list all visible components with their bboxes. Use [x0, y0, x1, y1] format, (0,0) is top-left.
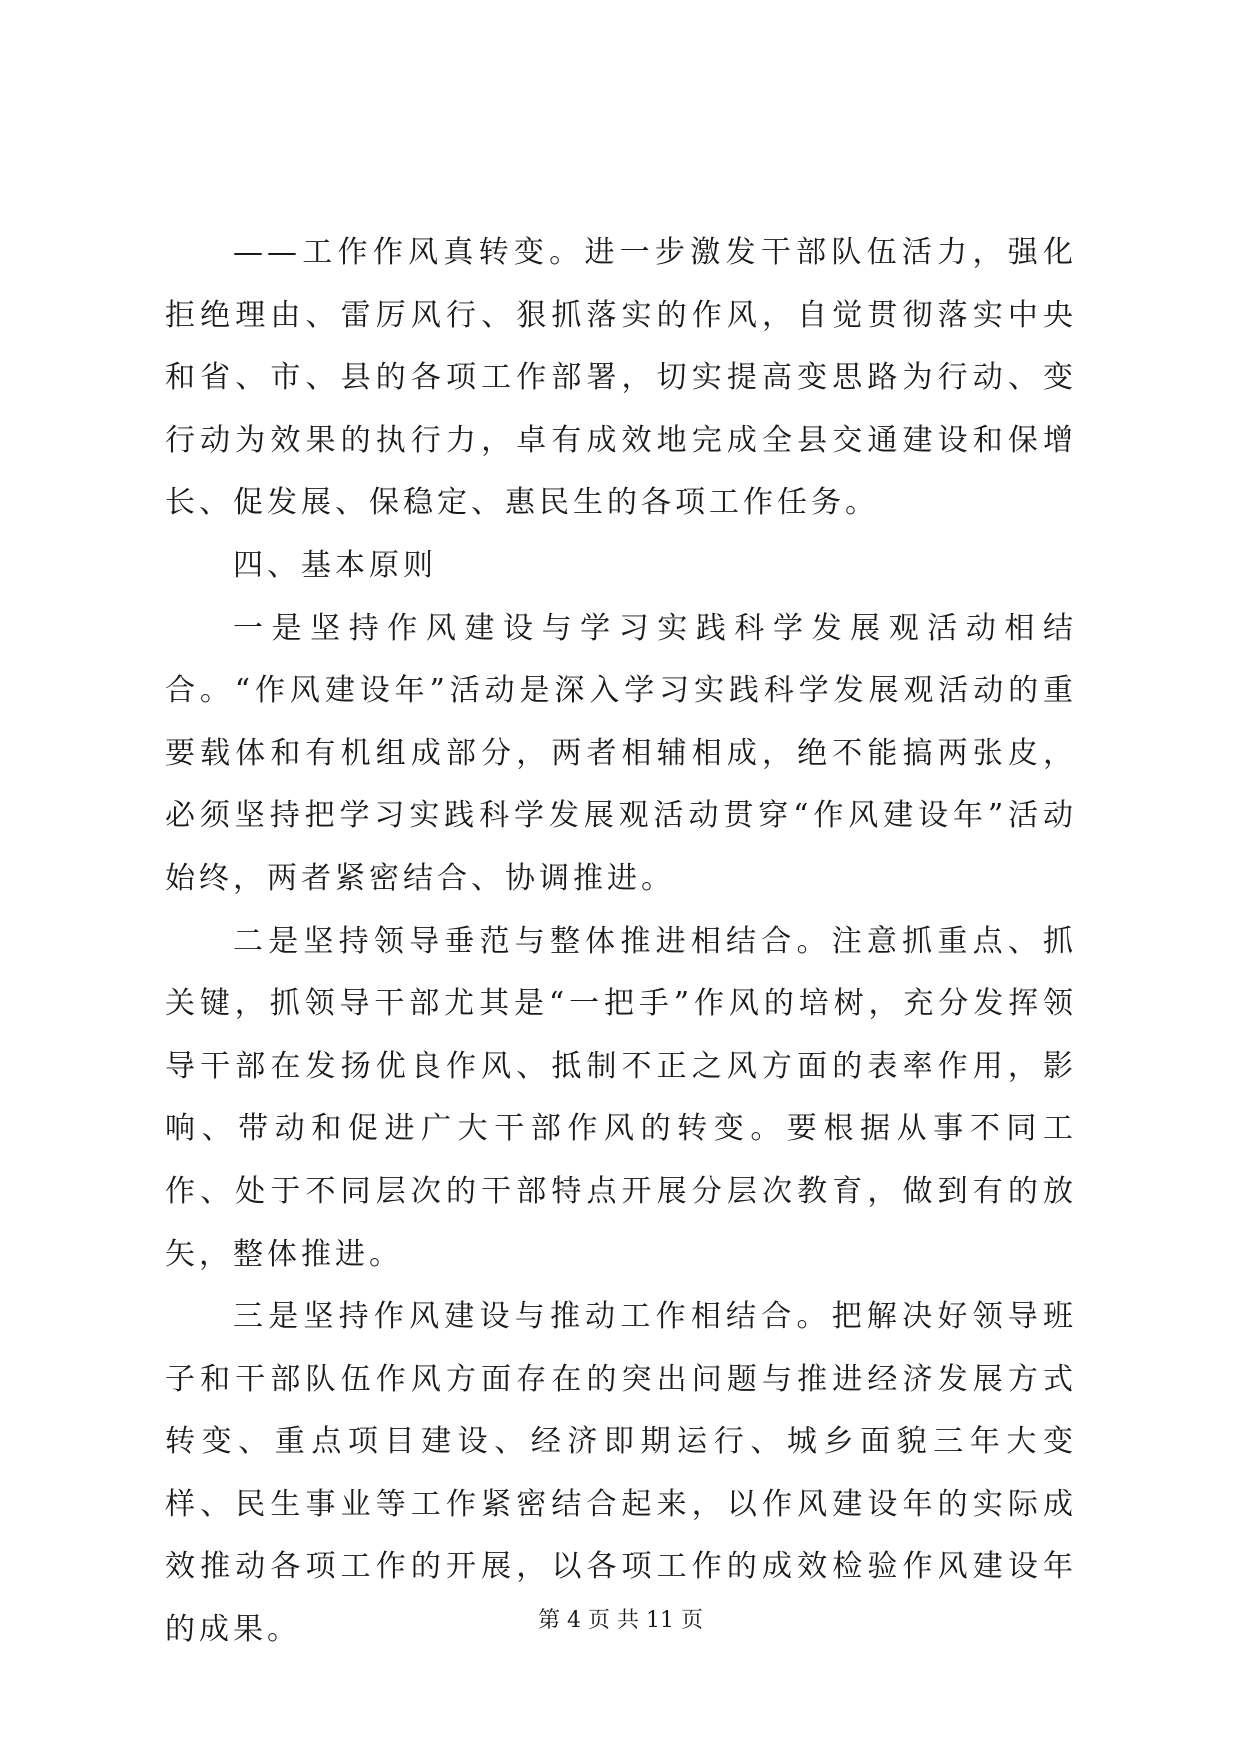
- paragraph-principle-two: 二是坚持领导垂范与整体推进相结合。注意抓重点、抓关键，抓领导干部尤其是“一把手”作风的培树，充分发挥领导干部在发扬优良作风、抵制不正之风方面的表率作用，影响、带动和促进广大干部作风的转变。要根据从事不同工作、处于不同层次的干部特点开展分层次教育，做到有的放矢，整体推进。: [165, 923, 1077, 1272]
- section-heading-basic-principles: 四、基本原则: [233, 547, 437, 583]
- page-number-footer: 第 4 页 共 11 页: [538, 1608, 703, 1633]
- document-body: [165, 222, 1077, 1662]
- paragraph-work-style: ——工作作风真转变。进一步激发干部队伍活力，强化拒绝理由、雷厉风行、狠抓落实的作风，自觉贯彻落实中央和省、市、县的各项工作部署，切实提高变思路为行动、变行动为效果的执行力，卓有成效地完成全县交通建设和保增长、促发展、保稳定、惠民生的各项工作任务。: [165, 235, 1077, 521]
- paragraph-principle-one: 一是坚持作风建设与学习实践科学发展观活动相结合。“作风建设年”活动是深入学习实践科学发展观活动的重要载体和有机组成部分，两者相辅相成，绝不能搞两张皮，必须坚持把学习实践科学发展观活动贯穿“作风建设年”活动始终，两者紧密结合、协调推进。: [165, 610, 1077, 896]
- paragraph-principle-three: 三是坚持作风建设与推动工作相结合。把解决好领导班子和干部队伍作风方面存在的突出问题与推进经济发展方式转变、重点项目建设、经济即期运行、城乡面貌三年大变样、民生事业等工作紧密结合起来，以作风建设年的实际成效推动各项工作的开展，以各项工作的成效检验作风建设年的成果。: [165, 1299, 1077, 1648]
